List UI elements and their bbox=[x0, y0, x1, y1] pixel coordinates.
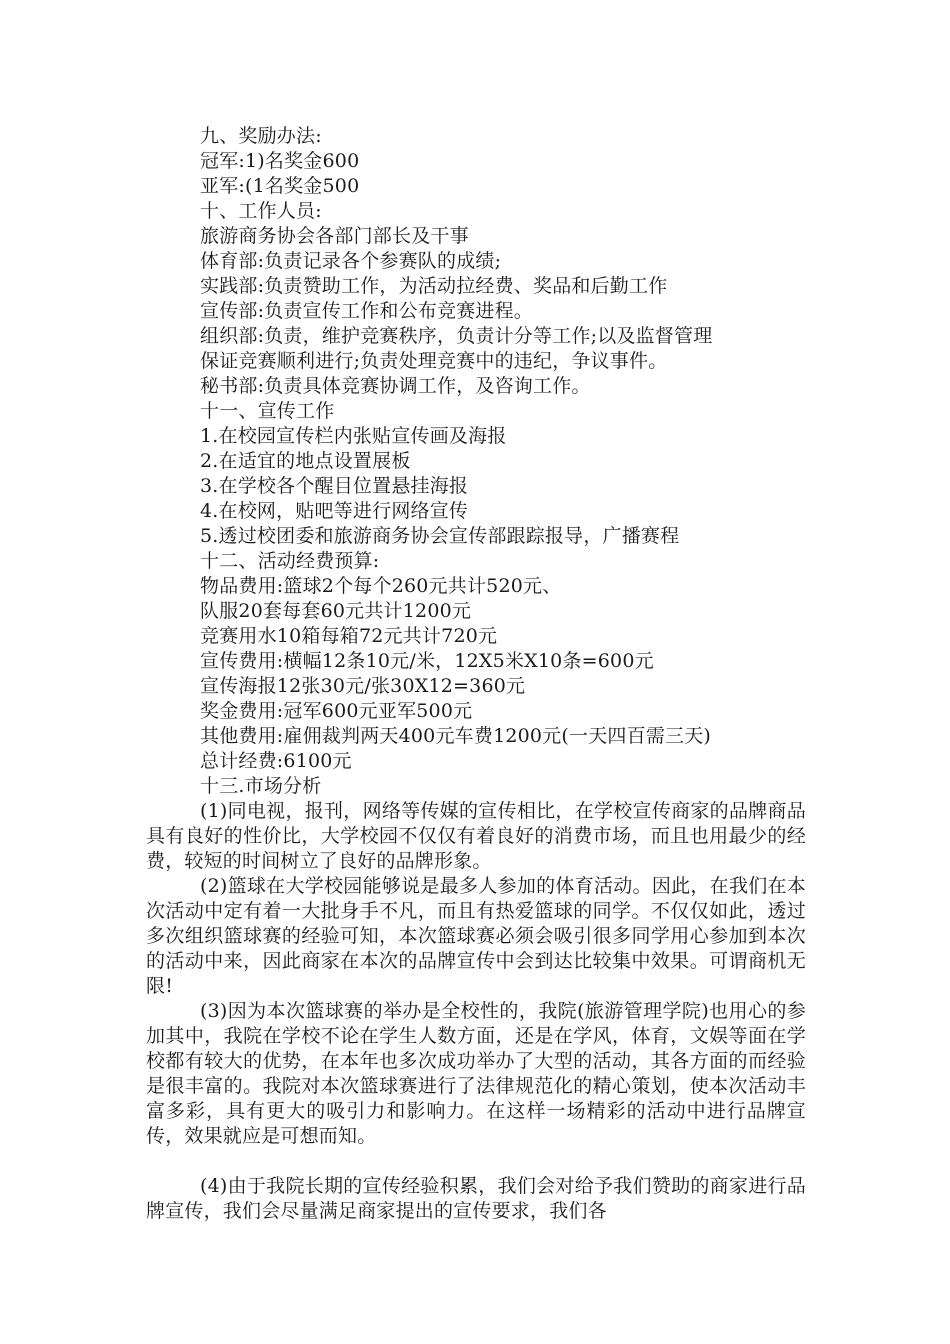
text-line: 保证竞赛顺利进行;负责处理竞赛中的违纪，争议事件。 bbox=[200, 350, 668, 372]
text-line: 宣传部:负责宣传工作和公布竞赛进程。 bbox=[200, 300, 534, 322]
paragraph-market-2: (2)篮球在大学校园能够说是最多人参加的体育活动。因此，在我们在本次活动中定有着一大批身手不凡，而且有热爱篮球的同学。不仅仅如此，透过多次组织篮球赛的经验可知，本次篮球赛必须会吸引很多同学用心参加到本次的活动中来，因此商家在本次的品牌宣传中会到达比较集中效果。可谓商机无限! bbox=[146, 875, 806, 997]
budget-line: 宣传海报12张30元/张30X12=360元 bbox=[200, 675, 526, 697]
budget-line: 队服20套每套60元共计1200元 bbox=[200, 600, 472, 622]
text-line: 体育部:负责记录各个参赛队的成绩; bbox=[200, 250, 502, 272]
budget-line: 宣传费用:横幅12条10元/米，12X5米X10条=600元 bbox=[200, 650, 654, 672]
list-item: 5.透过校团委和旅游商务协会宣传部跟踪报导，广播赛程 bbox=[200, 525, 680, 547]
section-heading-market-analysis: 十三.市场分析 bbox=[200, 775, 322, 797]
list-item: 3.在学校各个醒目位置悬挂海报 bbox=[200, 475, 469, 497]
section-heading-rewards: 九、奖励办法: bbox=[200, 125, 322, 147]
section-heading-staff: 十、工作人员: bbox=[200, 200, 322, 222]
budget-line: 奖金费用:冠军600元亚军500元 bbox=[200, 700, 473, 722]
section-heading-budget: 十二、活动经费预算: bbox=[200, 550, 380, 572]
text-line: 秘书部:负责具体竞赛协调工作，及咨询工作。 bbox=[200, 375, 591, 397]
budget-line: 物品费用:篮球2个每个260元共计520元、 bbox=[200, 575, 562, 597]
text-line: 冠军:1)名奖金600 bbox=[200, 150, 360, 172]
list-item: 2.在适宜的地点设置展板 bbox=[200, 450, 411, 472]
list-item: 1.在校园宣传栏内张贴宣传画及海报 bbox=[200, 425, 507, 447]
paragraph-market-3: (3)因为本次篮球赛的举办是全校性的，我院(旅游管理学院)也用心的参加其中，我院在学校不论在学生人数方面，还是在学风，体育，文娱等面在学校都有较大的优势，在本年也多次成功举办了大型的活动，其各方面的而经验是很丰富的。我院对本次篮球赛进行了法律规范化的精心策划，使本次活动丰富多彩，具有更大的吸引力和影响力。在这样一场精彩的活动中进行品牌宣传，效果就应是可想而知。 bbox=[146, 1000, 806, 1147]
budget-line: 其他费用:雇佣裁判两天400元车费1200元(一天四百需三天) bbox=[200, 725, 712, 747]
text-line: 旅游商务协会各部门部长及干事 bbox=[200, 225, 469, 247]
section-heading-publicity: 十一、宣传工作 bbox=[200, 400, 335, 422]
text-line: 组织部:负责，维护竞赛秩序，负责计分等工作;以及监督管理 bbox=[200, 325, 713, 347]
paragraph-market-1: (1)同电视，报刊，网络等传媒的宣传相比，在学校宣传商家的品牌商品具有良好的性价比，大学校园不仅仅有着良好的消费市场，而且也用最少的经费，较短的时间树立了良好的品牌形象。 bbox=[146, 800, 806, 872]
list-item: 4.在校网，贴吧等进行网络宣传 bbox=[200, 500, 469, 522]
budget-total: 总计经费:6100元 bbox=[200, 750, 352, 772]
paragraph-market-4: (4)由于我院长期的宣传经验积累，我们会对给予我们赞助的商家进行品牌宣传，我们会尽量满足商家提出的宣传要求，我们各 bbox=[146, 1175, 806, 1222]
text-line: 实践部:负责赞助工作，为活动拉经费、奖品和后勤工作 bbox=[200, 275, 668, 297]
budget-line: 竞赛用水10箱每箱72元共计720元 bbox=[200, 625, 498, 647]
text-line: 亚军:(1名奖金500 bbox=[200, 175, 360, 197]
